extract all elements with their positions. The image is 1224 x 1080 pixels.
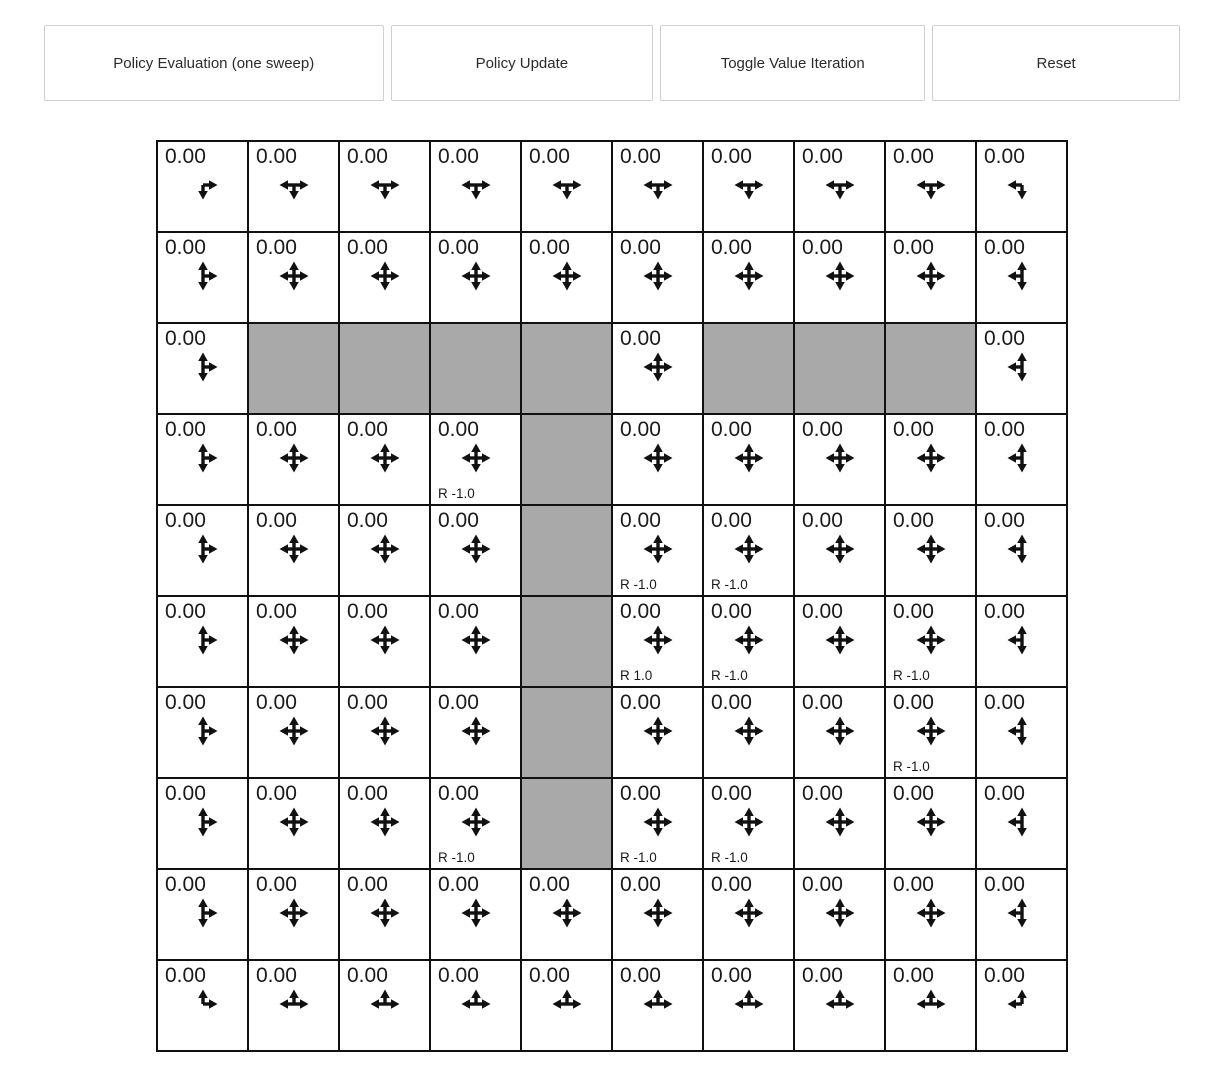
cell-value: 0.00 (529, 964, 570, 987)
policy-arrows-icon (639, 985, 677, 1023)
policy-arrows-icon (548, 985, 586, 1023)
policy-arrows-icon (366, 530, 404, 568)
cell-value: 0.00 (256, 236, 297, 259)
policy-arrows-icon (1003, 439, 1041, 477)
grid-cell[interactable] (976, 596, 1067, 687)
cell-value: 0.00 (620, 236, 661, 259)
policy-arrows-icon (1003, 166, 1041, 204)
policy-arrows-icon (639, 621, 677, 659)
policy-arrows-icon (366, 985, 404, 1023)
grid-cell[interactable] (794, 232, 885, 323)
grid-cell-wall[interactable] (521, 414, 612, 505)
policy-arrows-icon (366, 439, 404, 477)
grid-cell[interactable] (794, 141, 885, 232)
grid-cell[interactable] (339, 414, 430, 505)
cell-value: 0.00 (984, 782, 1025, 805)
cell-value: 0.00 (711, 964, 752, 987)
cell-value: 0.00 (438, 782, 479, 805)
grid-cell[interactable] (157, 323, 248, 414)
grid-cell-wall[interactable] (430, 323, 521, 414)
policy-arrows-icon (275, 530, 313, 568)
policy-arrows-icon (821, 803, 859, 841)
cell-value: 0.00 (165, 600, 206, 623)
cell-value: 0.00 (620, 691, 661, 714)
policy-arrows-icon (366, 894, 404, 932)
cell-value: 0.00 (984, 691, 1025, 714)
grid-cell[interactable] (794, 687, 885, 778)
grid-cell[interactable] (703, 960, 794, 1051)
policy-arrows-icon (184, 166, 222, 204)
grid-cell[interactable] (794, 505, 885, 596)
cell-reward: R -1.0 (620, 850, 657, 865)
grid-cell[interactable] (157, 141, 248, 232)
grid-cell[interactable] (885, 687, 976, 778)
policy-arrows-icon (184, 621, 222, 659)
policy-arrows-icon (639, 439, 677, 477)
grid-cell[interactable] (248, 414, 339, 505)
cell-value: 0.00 (165, 782, 206, 805)
cell-value: 0.00 (347, 145, 388, 168)
grid-cell[interactable] (248, 505, 339, 596)
policy-arrows-icon (1003, 348, 1041, 386)
grid-cell[interactable] (157, 960, 248, 1051)
cell-value: 0.00 (984, 509, 1025, 532)
cell-value: 0.00 (802, 782, 843, 805)
grid-cell[interactable] (430, 232, 521, 323)
policy-arrows-icon (912, 621, 950, 659)
grid-cell[interactable] (703, 596, 794, 687)
cell-value: 0.00 (802, 964, 843, 987)
grid-cell[interactable] (703, 414, 794, 505)
grid-cell[interactable] (612, 141, 703, 232)
cell-value: 0.00 (711, 509, 752, 532)
grid-cell[interactable] (157, 232, 248, 323)
cell-value: 0.00 (802, 145, 843, 168)
policy-arrows-icon (821, 712, 859, 750)
cell-value: 0.00 (802, 873, 843, 896)
cell-value: 0.00 (620, 964, 661, 987)
grid-cell[interactable] (339, 505, 430, 596)
cell-value: 0.00 (893, 782, 934, 805)
cell-value: 0.00 (438, 873, 479, 896)
policy-arrows-icon (912, 439, 950, 477)
cell-value: 0.00 (893, 691, 934, 714)
policy-arrows-icon (1003, 894, 1041, 932)
cell-value: 0.00 (165, 236, 206, 259)
grid-cell[interactable] (976, 505, 1067, 596)
grid-cell[interactable] (794, 960, 885, 1051)
policy-update-button[interactable]: Policy Update (391, 25, 654, 101)
grid-cell-wall[interactable] (521, 596, 612, 687)
grid-cell[interactable] (976, 141, 1067, 232)
cell-value: 0.00 (347, 782, 388, 805)
cell-value: 0.00 (165, 964, 206, 987)
policy-arrows-icon (730, 530, 768, 568)
grid-cell-wall[interactable] (521, 687, 612, 778)
policy-arrows-icon (1003, 530, 1041, 568)
policy-arrows-icon (548, 894, 586, 932)
policy-arrows-icon (184, 439, 222, 477)
grid-cell[interactable] (976, 869, 1067, 960)
cell-value: 0.00 (802, 418, 843, 441)
grid-cell[interactable] (430, 960, 521, 1051)
cell-value: 0.00 (256, 509, 297, 532)
grid-cell[interactable] (521, 869, 612, 960)
cell-value: 0.00 (984, 236, 1025, 259)
policy-arrows-icon (821, 985, 859, 1023)
policy-arrows-icon (639, 257, 677, 295)
cell-value: 0.00 (438, 600, 479, 623)
grid-cell[interactable] (248, 141, 339, 232)
cell-value: 0.00 (165, 418, 206, 441)
grid-cell[interactable] (976, 414, 1067, 505)
policy-arrows-icon (366, 712, 404, 750)
policy-arrows-icon (639, 894, 677, 932)
policy-arrows-icon (184, 803, 222, 841)
policy-arrows-icon (184, 257, 222, 295)
grid-cell[interactable] (612, 687, 703, 778)
grid-cell[interactable] (430, 869, 521, 960)
policy-arrows-icon (730, 803, 768, 841)
policy-evaluation-button[interactable]: Policy Evaluation (one sweep) (44, 25, 384, 101)
policy-arrows-icon (730, 257, 768, 295)
grid-cell[interactable] (612, 960, 703, 1051)
cell-value: 0.00 (984, 964, 1025, 987)
grid-cell[interactable] (157, 687, 248, 778)
cell-value: 0.00 (165, 145, 206, 168)
policy-arrows-icon (366, 621, 404, 659)
policy-arrows-icon (821, 530, 859, 568)
cell-value: 0.00 (893, 236, 934, 259)
grid-cell[interactable] (612, 414, 703, 505)
grid-cell[interactable] (339, 596, 430, 687)
cell-reward: R -1.0 (620, 577, 657, 592)
cell-value: 0.00 (165, 691, 206, 714)
cell-value: 0.00 (347, 509, 388, 532)
cell-value: 0.00 (256, 418, 297, 441)
toggle-value-iteration-button[interactable]: Toggle Value Iteration (660, 25, 925, 101)
grid-cell-wall[interactable] (794, 323, 885, 414)
cell-value: 0.00 (165, 509, 206, 532)
grid-cell[interactable] (794, 778, 885, 869)
cell-value: 0.00 (438, 236, 479, 259)
cell-value: 0.00 (893, 600, 934, 623)
grid-cell[interactable] (248, 687, 339, 778)
policy-arrows-icon (548, 166, 586, 204)
cell-reward: R -1.0 (438, 486, 475, 501)
policy-arrows-icon (821, 621, 859, 659)
policy-arrows-icon (821, 439, 859, 477)
grid-cell[interactable] (794, 869, 885, 960)
policy-arrows-icon (912, 257, 950, 295)
grid-cell[interactable] (885, 960, 976, 1051)
policy-arrows-icon (1003, 257, 1041, 295)
grid-cell[interactable] (339, 778, 430, 869)
cell-value: 0.00 (347, 236, 388, 259)
grid-cell[interactable] (885, 596, 976, 687)
cell-value: 0.00 (347, 691, 388, 714)
cell-value: 0.00 (256, 145, 297, 168)
cell-value: 0.00 (438, 509, 479, 532)
policy-arrows-icon (1003, 803, 1041, 841)
policy-arrows-icon (275, 894, 313, 932)
cell-value: 0.00 (711, 236, 752, 259)
policy-arrows-icon (639, 166, 677, 204)
grid-cell[interactable] (885, 505, 976, 596)
grid-cell-wall[interactable] (248, 323, 339, 414)
cell-value: 0.00 (711, 782, 752, 805)
policy-arrows-icon (821, 894, 859, 932)
policy-arrows-icon (366, 166, 404, 204)
grid-cell[interactable] (430, 414, 521, 505)
grid-cell[interactable] (612, 869, 703, 960)
grid-cell[interactable] (703, 778, 794, 869)
policy-arrows-icon (457, 803, 495, 841)
policy-arrows-icon (912, 985, 950, 1023)
grid-cell[interactable] (976, 323, 1067, 414)
reset-button[interactable]: Reset (932, 25, 1180, 101)
grid-cell[interactable] (703, 232, 794, 323)
policy-arrows-icon (639, 803, 677, 841)
grid-cell[interactable] (157, 505, 248, 596)
cell-value: 0.00 (529, 873, 570, 896)
grid-cell[interactable] (157, 414, 248, 505)
grid-cell[interactable] (885, 232, 976, 323)
grid-cell-wall[interactable] (885, 323, 976, 414)
cell-value: 0.00 (802, 691, 843, 714)
cell-value: 0.00 (711, 691, 752, 714)
cell-value: 0.00 (620, 600, 661, 623)
grid-cell[interactable] (157, 869, 248, 960)
grid-cell[interactable] (430, 596, 521, 687)
cell-value: 0.00 (802, 509, 843, 532)
grid-cell[interactable] (794, 414, 885, 505)
grid-cell[interactable] (885, 869, 976, 960)
cell-value: 0.00 (165, 873, 206, 896)
policy-arrows-icon (366, 257, 404, 295)
cell-value: 0.00 (984, 145, 1025, 168)
policy-arrows-icon (548, 257, 586, 295)
cell-value: 0.00 (256, 691, 297, 714)
grid-cell[interactable] (703, 141, 794, 232)
cell-reward: R -1.0 (711, 577, 748, 592)
cell-value: 0.00 (620, 418, 661, 441)
toolbar (0, 0, 1224, 101)
policy-arrows-icon (639, 348, 677, 386)
cell-value: 0.00 (529, 236, 570, 259)
policy-arrows-icon (457, 894, 495, 932)
grid-cell[interactable] (430, 778, 521, 869)
cell-value: 0.00 (256, 964, 297, 987)
policy-arrows-icon (639, 530, 677, 568)
grid-cell[interactable] (976, 960, 1067, 1051)
policy-arrows-icon (912, 712, 950, 750)
policy-arrows-icon (184, 712, 222, 750)
policy-arrows-icon (275, 621, 313, 659)
policy-arrows-icon (184, 894, 222, 932)
policy-arrows-icon (912, 530, 950, 568)
policy-arrows-icon (730, 621, 768, 659)
cell-value: 0.00 (620, 873, 661, 896)
grid-cell[interactable] (612, 596, 703, 687)
cell-value: 0.00 (984, 418, 1025, 441)
policy-arrows-icon (912, 803, 950, 841)
grid-cell-wall[interactable] (521, 323, 612, 414)
grid-cell[interactable] (248, 960, 339, 1051)
cell-value: 0.00 (802, 600, 843, 623)
policy-arrows-icon (457, 166, 495, 204)
grid-cell[interactable] (612, 778, 703, 869)
grid-cell[interactable] (703, 687, 794, 778)
cell-value: 0.00 (711, 145, 752, 168)
cell-value: 0.00 (893, 964, 934, 987)
grid-cell[interactable] (339, 869, 430, 960)
cell-value: 0.00 (620, 145, 661, 168)
policy-arrows-icon (457, 712, 495, 750)
cell-value: 0.00 (802, 236, 843, 259)
grid-cell[interactable] (794, 596, 885, 687)
policy-arrows-icon (730, 985, 768, 1023)
grid-cell-wall[interactable] (521, 505, 612, 596)
grid-cell-wall[interactable] (339, 323, 430, 414)
cell-value: 0.00 (347, 600, 388, 623)
policy-arrows-icon (275, 712, 313, 750)
grid-cell[interactable] (339, 960, 430, 1051)
cell-value: 0.00 (620, 782, 661, 805)
policy-arrows-icon (912, 894, 950, 932)
policy-arrows-icon (275, 985, 313, 1023)
policy-arrows-icon (184, 985, 222, 1023)
cell-value: 0.00 (620, 509, 661, 532)
cell-value: 0.00 (893, 418, 934, 441)
cell-reward: R -1.0 (893, 668, 930, 683)
cell-value: 0.00 (438, 691, 479, 714)
grid-cell[interactable] (157, 596, 248, 687)
cell-value: 0.00 (347, 873, 388, 896)
cell-reward: R -1.0 (711, 850, 748, 865)
cell-value: 0.00 (529, 145, 570, 168)
grid-cell[interactable] (157, 778, 248, 869)
cell-value: 0.00 (165, 327, 206, 350)
grid-cell[interactable] (976, 778, 1067, 869)
policy-arrows-icon (366, 803, 404, 841)
cell-reward: R 1.0 (620, 668, 653, 683)
policy-arrows-icon (457, 621, 495, 659)
policy-arrows-icon (639, 712, 677, 750)
grid-board (156, 140, 1068, 1052)
grid-cell[interactable] (521, 232, 612, 323)
policy-arrows-icon (1003, 712, 1041, 750)
grid-cell[interactable] (430, 505, 521, 596)
policy-arrows-icon (730, 439, 768, 477)
grid-cell[interactable] (339, 141, 430, 232)
cell-value: 0.00 (438, 964, 479, 987)
grid-cell[interactable] (612, 323, 703, 414)
policy-arrows-icon (275, 439, 313, 477)
cell-value: 0.00 (893, 509, 934, 532)
grid-cell[interactable] (703, 505, 794, 596)
policy-arrows-icon (457, 985, 495, 1023)
grid-cell[interactable] (430, 687, 521, 778)
policy-arrows-icon (275, 803, 313, 841)
cell-value: 0.00 (984, 600, 1025, 623)
policy-arrows-icon (821, 166, 859, 204)
policy-arrows-icon (457, 439, 495, 477)
cell-value: 0.00 (256, 873, 297, 896)
cell-value: 0.00 (256, 782, 297, 805)
cell-value: 0.00 (347, 418, 388, 441)
grid-cell[interactable] (976, 232, 1067, 323)
policy-arrows-icon (730, 166, 768, 204)
grid-cell[interactable] (885, 414, 976, 505)
policy-arrows-icon (184, 530, 222, 568)
grid-cell[interactable] (248, 596, 339, 687)
grid-cell-wall[interactable] (521, 778, 612, 869)
cell-value: 0.00 (256, 600, 297, 623)
grid-cell[interactable] (339, 232, 430, 323)
policy-arrows-icon (275, 166, 313, 204)
grid-cell[interactable] (430, 141, 521, 232)
policy-arrows-icon (1003, 985, 1041, 1023)
cell-value: 0.00 (893, 145, 934, 168)
grid-cell[interactable] (885, 778, 976, 869)
grid-cell[interactable] (339, 687, 430, 778)
cell-value: 0.00 (984, 873, 1025, 896)
cell-reward: R -1.0 (711, 668, 748, 683)
cell-value: 0.00 (711, 600, 752, 623)
cell-value: 0.00 (438, 145, 479, 168)
cell-value: 0.00 (620, 327, 661, 350)
grid-cell[interactable] (612, 505, 703, 596)
cell-reward: R -1.0 (893, 759, 930, 774)
policy-arrows-icon (457, 530, 495, 568)
grid-cell[interactable] (703, 869, 794, 960)
grid-cell[interactable] (976, 687, 1067, 778)
cell-value: 0.00 (347, 964, 388, 987)
grid-cell[interactable] (521, 960, 612, 1051)
grid-cell[interactable] (612, 232, 703, 323)
cell-value: 0.00 (711, 418, 752, 441)
policy-arrows-icon (1003, 621, 1041, 659)
cell-value: 0.00 (438, 418, 479, 441)
cell-value: 0.00 (893, 873, 934, 896)
cell-reward: R -1.0 (438, 850, 475, 865)
policy-arrows-icon (730, 894, 768, 932)
grid-cell-wall[interactable] (703, 323, 794, 414)
grid-cell[interactable] (885, 141, 976, 232)
cell-value: 0.00 (984, 327, 1025, 350)
policy-arrows-icon (821, 257, 859, 295)
grid-cell[interactable] (521, 141, 612, 232)
grid-cell[interactable] (248, 778, 339, 869)
policy-arrows-icon (912, 166, 950, 204)
policy-arrows-icon (730, 712, 768, 750)
policy-arrows-icon (184, 348, 222, 386)
grid-cell[interactable] (248, 232, 339, 323)
policy-arrows-icon (275, 257, 313, 295)
grid-cell[interactable] (248, 869, 339, 960)
policy-arrows-icon (457, 257, 495, 295)
cell-value: 0.00 (711, 873, 752, 896)
